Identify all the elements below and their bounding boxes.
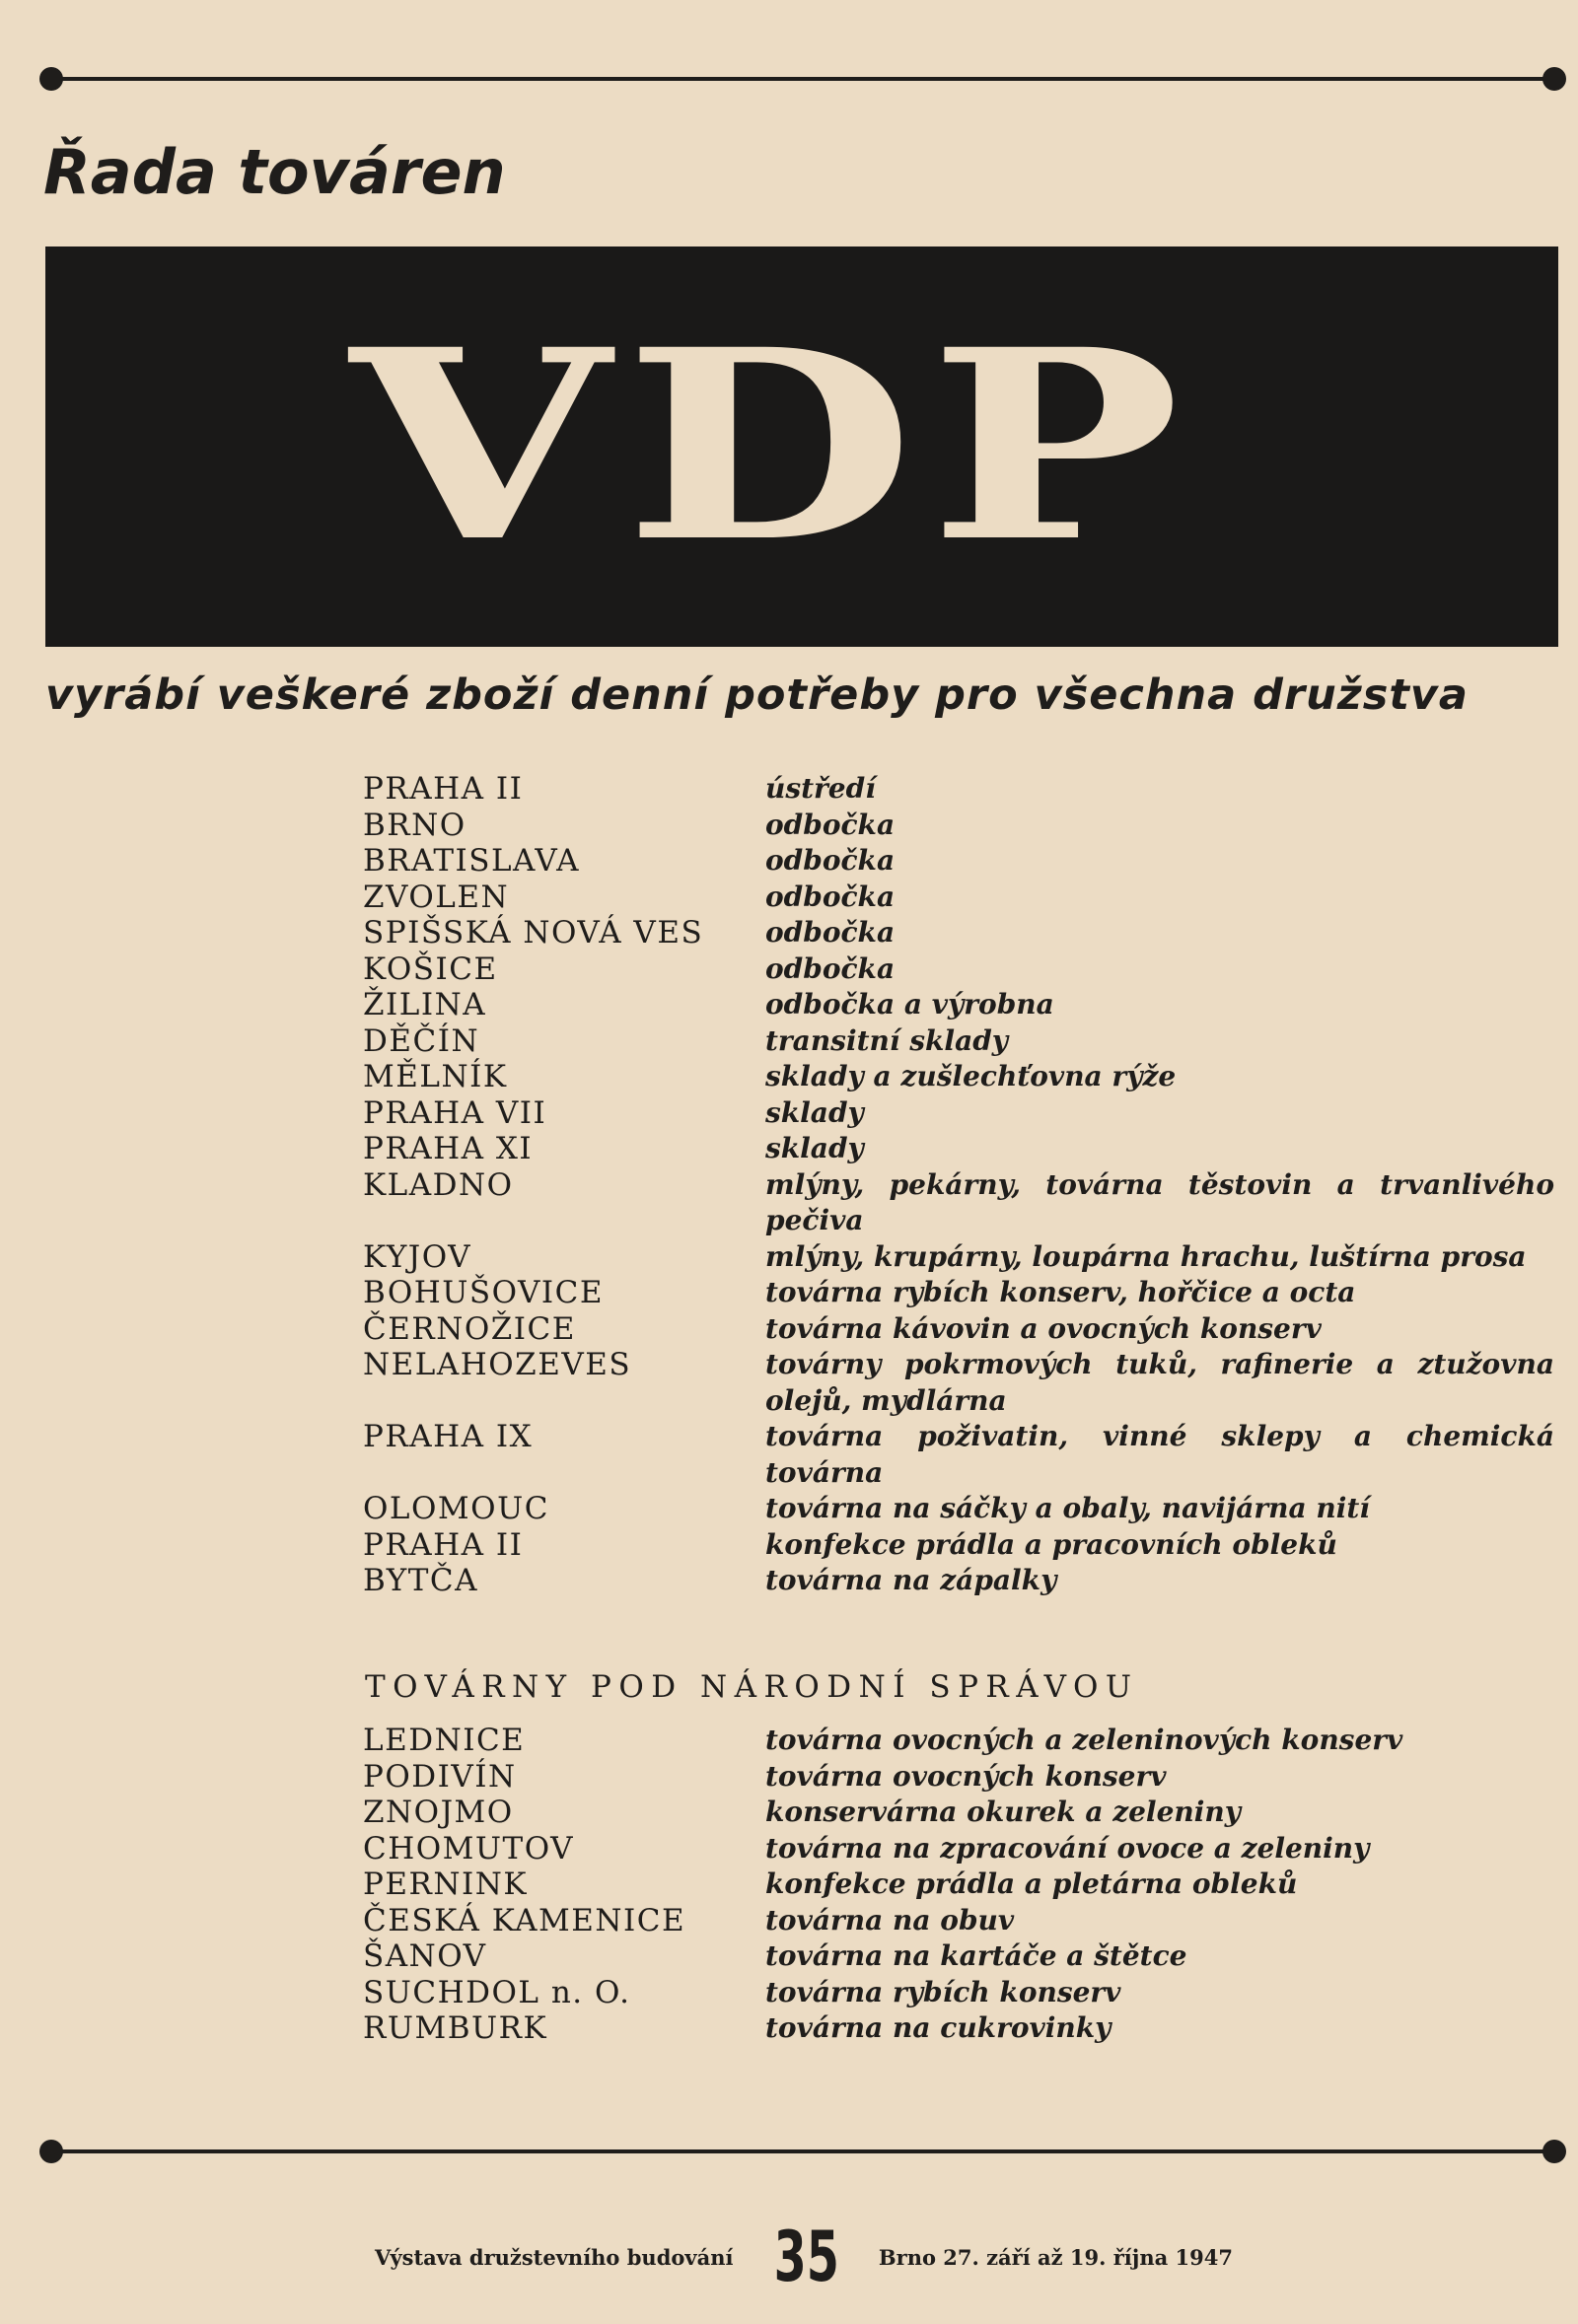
location-name: ČESKÁ KAMENICE: [363, 1902, 686, 1938]
list-item: [363, 1831, 1568, 1867]
location-description: továrna na cukrovinky: [765, 2011, 1112, 2044]
list-item: [363, 1527, 1568, 1564]
list-item: [363, 1059, 1568, 1095]
location-description: sklady: [765, 1132, 864, 1164]
location-description: odbočka a výrobna: [765, 988, 1054, 1021]
list-item: [363, 843, 1568, 880]
location-name: PRAHA II: [363, 1526, 524, 1563]
location-description: továrna ovocných a zeleninových konserv: [765, 1724, 1403, 1756]
national-factories-list: [363, 1723, 1568, 2047]
bottom-rule: [51, 2149, 1554, 2153]
vdp-logo-text: VDP: [349, 293, 1195, 600]
list-item: [363, 1903, 1568, 1939]
location-description: sklady: [765, 1095, 864, 1129]
list-item: [363, 1759, 1568, 1796]
location-description: odbočka: [765, 916, 896, 949]
location-name: ČERNOŽICE: [363, 1310, 576, 1347]
rule-dot-right: [1542, 2140, 1566, 2163]
location-name: DĚČÍN: [363, 1022, 480, 1059]
location-description: továrny pokrmových tuků, rafinerie a ztužovna olejů, mydlárna: [765, 1348, 1554, 1417]
location-description: továrna ovocných konserv: [765, 1759, 1167, 1793]
locations-list: [363, 771, 1568, 1599]
location-name: BRATISLAVA: [363, 843, 581, 879]
location-name: OLOMOUC: [363, 1491, 549, 1526]
location-name: MĚLNÍK: [363, 1059, 508, 1094]
list-item: [363, 1938, 1568, 1975]
location-description: transitní sklady: [765, 1023, 1009, 1057]
national-section-title: TOVÁRNY POD NÁRODNÍ SPRÁVOU: [365, 1669, 1139, 1705]
location-description: továrna na obuv: [765, 1903, 1015, 1937]
list-item: [363, 1795, 1568, 1831]
location-description: továrna na zpracování ovoce a zeleniny: [765, 1831, 1370, 1865]
location-description: továrna rybích konserv, hořčice a octa: [765, 1276, 1356, 1308]
location-name: RUMBURK: [363, 2010, 548, 2046]
page-footer: [375, 2217, 1233, 2297]
tagline: vyrábí veškeré zboží denní potřeby pro všechna družstva: [45, 670, 1469, 720]
location-description: konfekce prádla a pletárna obleků: [765, 1867, 1298, 1900]
location-name: PRAHA XI: [363, 1131, 534, 1166]
location-name: PRAHA IX: [363, 1419, 534, 1454]
location-description: odbočka: [765, 844, 896, 877]
page-heading: Řada továren: [43, 136, 506, 208]
location-description: konfekce prádla a pracovních obleků: [765, 1527, 1337, 1561]
location-name: BYTČA: [363, 1563, 478, 1598]
location-description: konservárna okurek a zeleniny: [765, 1796, 1242, 1828]
list-item: [363, 771, 1568, 808]
list-item: [363, 1311, 1568, 1348]
location-description: odbočka: [765, 880, 896, 913]
location-description: odbočka: [765, 808, 896, 841]
footer-dates: Brno 27. září až 19. října 1947: [878, 2244, 1233, 2270]
location-name: LEDNICE: [363, 1723, 526, 1758]
location-description: továrna kávovin a ovocných konserv: [765, 1311, 1322, 1345]
top-rule: [51, 77, 1554, 81]
location-description: továrna poživatin, vinné sklepy a chemická továrna: [765, 1420, 1554, 1489]
list-item: [363, 1419, 1568, 1491]
location-description: továrna rybích konserv: [765, 1975, 1121, 2008]
location-name: BOHUŠOVICE: [363, 1275, 605, 1310]
location-name: BRNO: [363, 807, 466, 843]
list-item: [363, 951, 1568, 988]
location-name: KLADNO: [363, 1166, 514, 1203]
list-item: [363, 808, 1568, 844]
list-item: [363, 1275, 1568, 1311]
list-item: [363, 1167, 1568, 1239]
list-item: [363, 987, 1568, 1023]
list-item: [363, 1095, 1568, 1132]
list-item: [363, 1723, 1568, 1759]
list-item: [363, 880, 1568, 916]
rule-dot-right: [1542, 67, 1566, 91]
vdp-logo-banner: [45, 246, 1558, 647]
list-item: [363, 915, 1568, 951]
list-item: [363, 2010, 1568, 2047]
list-item: [363, 1347, 1568, 1419]
list-item: [363, 1131, 1568, 1167]
location-description: odbočka: [765, 951, 896, 985]
list-item: [363, 1975, 1568, 2011]
location-name: ŠANOV: [363, 1938, 487, 1974]
rule-dot-left: [39, 67, 63, 91]
location-name: PERNINK: [363, 1866, 528, 1902]
location-name: ZVOLEN: [363, 879, 510, 915]
rule-dot-left: [39, 2140, 63, 2163]
location-description: mlýny, pekárny, továrna těstovin a trvanlivého pečiva: [765, 1167, 1554, 1236]
location-description: továrna na zápalky: [765, 1564, 1057, 1596]
location-name: KYJOV: [363, 1238, 471, 1275]
location-name: KOŠICE: [363, 951, 498, 987]
location-description: ústředí: [765, 772, 876, 805]
footer-exhibition: Výstava družstevního budování: [375, 2244, 734, 2270]
location-description: mlýny, krupárny, loupárna hrachu, luštírna prosa: [765, 1239, 1527, 1273]
location-name: NELAHOZEVES: [363, 1347, 632, 1382]
location-name: PODIVÍN: [363, 1758, 517, 1795]
location-name: ZNOJMO: [363, 1795, 514, 1830]
location-name: PRAHA II: [363, 771, 524, 807]
list-item: [363, 1866, 1568, 1903]
location-description: sklady a zušlechťovna rýže: [765, 1060, 1177, 1092]
location-name: SPIŠSKÁ NOVÁ VES: [363, 915, 704, 951]
list-item: [363, 1491, 1568, 1527]
page-number: 35: [774, 2217, 840, 2297]
location-description: továrna na kartáče a štětce: [765, 1939, 1187, 1972]
location-name: CHOMUTOV: [363, 1830, 574, 1866]
list-item: [363, 1023, 1568, 1060]
list-item: [363, 1563, 1568, 1599]
location-name: SUCHDOL n. O.: [363, 1974, 631, 2010]
location-description: továrna na sáčky a obaly, navijárna nití: [765, 1492, 1370, 1524]
list-item: [363, 1239, 1568, 1276]
location-name: PRAHA VII: [363, 1094, 547, 1131]
location-name: ŽILINA: [363, 987, 487, 1022]
